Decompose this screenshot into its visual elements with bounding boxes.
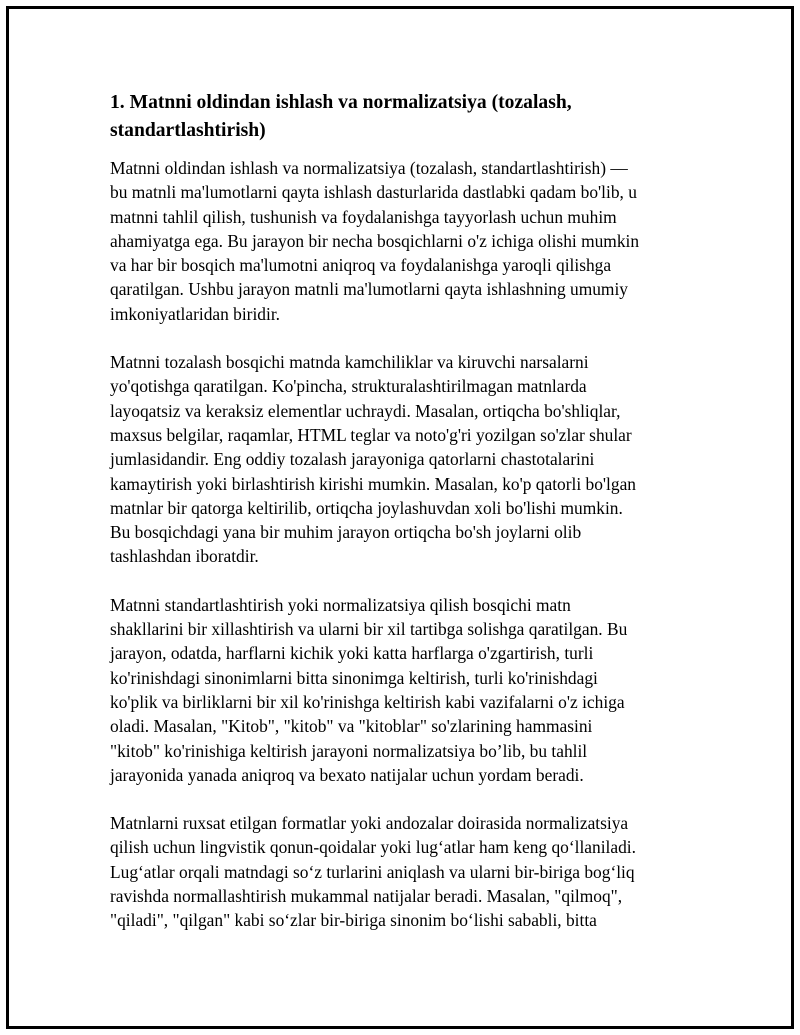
text-line: qilish uchun lingvistik qonun-qoidalar yoki lug‘atlar ham keng qo‘llaniladi. — [110, 837, 636, 858]
text-line: layoqatsiz va keraksiz elementlar uchraydi. Masalan, ortiqcha bo'shliqlar, — [110, 400, 621, 421]
text-line: matnni tahlil qilish, tushunish va foydalanishga tayyorlash uchun muhim — [110, 206, 617, 227]
text-line: "kitob" ko'rinishiga keltirish jarayoni normalizatsiya bo’lib, bu tahlil — [110, 740, 588, 761]
text-line: jarayonida yanada aniqroq va bexato natijalar uchun yordam beradi. — [110, 764, 584, 785]
text-line: Matnni oldindan ishlash va normalizatsiya (tozalash, standartlashtirish) — — [110, 158, 628, 178]
text-line: tashlashdan iboratdir. — [110, 546, 259, 567]
paragraph-standardization — [110, 593, 680, 787]
text-line: Matnni standartlashtirish yoki normalizatsiya qilish bosqichi matn — [110, 594, 571, 615]
text-line: Bu bosqichdagi yana bir muhim jarayon ortiqcha bo'sh joylarni olib — [110, 522, 582, 543]
text-line: qaratilgan. Ushbu jarayon matnli ma'lumotlarni qayta ishlashning umumiy — [110, 279, 628, 300]
section-heading — [110, 89, 680, 145]
text-line: jumlasidandir. Eng oddiy tozalash jarayoniga qatorlarni chastotalarini — [110, 449, 595, 470]
text-line: yo'qotishga qaratilgan. Ko'pincha, strukturalashtirilmagan matnlarda — [110, 376, 587, 397]
text-line: Matnlarni ruxsat etilgan formatlar yoki andozalar doirasida normalizatsiya — [110, 813, 629, 834]
text-line: oladi. Masalan, "Kitob", "kitob" va "kitoblar" so'zlarining hammasini — [110, 716, 593, 737]
text-line: Lug‘atlar orqali matndagi so‘z turlarini aniqlash va ularni bir-biriga bog‘liq — [110, 861, 635, 882]
text-line: ravishda normallashtirish mukammal natijalar beradi. Masalan, "qilmoq", — [110, 886, 623, 907]
text-line: shakllarini bir xillashtirish va ularni bir xil tartibga solishga qaratilgan. Bu — [110, 619, 628, 640]
text-line: imkoniyatlaridan biridir. — [110, 303, 281, 324]
text-line: matnlar bir qatorga keltirilib, ortiqcha joylashuvdan xoli bo'lishi mumkin. — [110, 497, 623, 518]
text-line: ko'rinishdagi sinonimlarni bitta sinonimga keltirish, turli ko'rinishdagi — [110, 667, 598, 688]
text-line: kamaytirish yoki birlashtirish kirishi mumkin. Masalan, ko'p qatorli bo'lgan — [110, 473, 636, 494]
document-content — [110, 89, 680, 957]
paragraph-cleaning — [110, 350, 680, 569]
text-line: ko'plik va birliklarni bir xil ko'rinishga keltirish kabi vazifalarni o'z ichiga — [110, 691, 625, 712]
text-line: "qiladi", "qilgan" kabi so‘zlar bir-biriga sinonim bo‘lishi sababli, bitta — [110, 910, 597, 931]
paragraph-dictionaries — [110, 811, 680, 932]
text-line: jarayon, odatda, harflarni kichik yoki katta harflarga o'zgartirish, turli — [110, 643, 594, 664]
text-line: ahamiyatga ega. Bu jarayon bir necha bosqichlarni o'z ichiga olishi mumkin — [110, 230, 640, 251]
text-line: Matnni tozalash bosqichi matnda kamchiliklar va kiruvchi narsalarni — [110, 352, 589, 373]
heading-line: 1. Matnni oldindan ishlash va normalizatsiya (tozalash, — [110, 92, 572, 113]
text-line: va har bir bosqich ma'lumotni aniqroq va foydalanishga yaroqli qilishga — [110, 255, 612, 276]
text-line: bu matnli ma'lumotlarni qayta ishlash dasturlarida dastlabki qadam bo'lib, u — [110, 182, 637, 203]
paragraph-intro — [110, 156, 680, 326]
heading-line: standartlashtirish) — [110, 120, 266, 141]
text-line: maxsus belgilar, raqamlar, HTML teglar va noto'g'ri yozilgan so'zlar shular — [110, 424, 632, 445]
